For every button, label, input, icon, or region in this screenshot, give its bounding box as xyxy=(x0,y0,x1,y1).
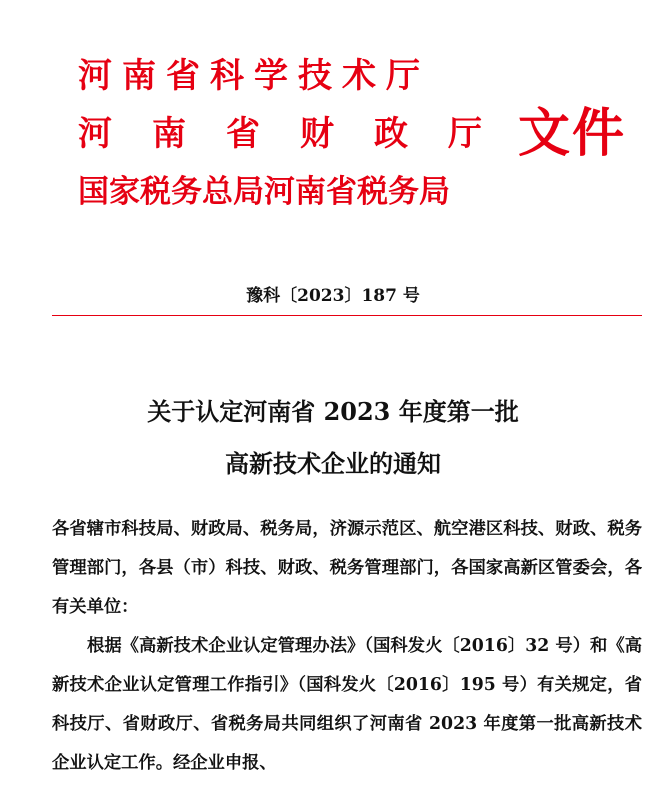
addressee-paragraph: 各省辖市科技局、财政局、税务局，济源示范区、航空港区科技、财政、税务管理部门，各县（市）科技、财政、税务管理部门，各国家高新区管委会，各有关单位： xyxy=(52,519,642,617)
document-title-line-2: 高新技术企业的通知 xyxy=(225,449,441,478)
issuer-science-tech-dept: 河南省科学技术厅 xyxy=(78,56,430,96)
issuer-finance-dept: 河南省财政厅 xyxy=(78,114,522,154)
body-paragraph: 根据《高新技术企业认定管理办法》（国科发火〔2016〕32 号）和《高新技术企业认定管理工作指引》（国科发火〔2016〕195 号）有关规定，省科技厅、省财政厅、省税务局共同组织了河南省 2023 年度第一批高新技术企业认定工作。经企业申报、 xyxy=(52,636,642,773)
document-suffix: 文件 xyxy=(518,104,627,164)
red-divider xyxy=(52,315,642,316)
document-number: 豫科〔2023〕187 号 xyxy=(246,286,420,306)
document-title-line-1: 关于认定河南省 2023 年度第一批 xyxy=(147,397,519,426)
issuer-tax-bureau: 国家税务总局河南省税务局 xyxy=(78,174,450,210)
